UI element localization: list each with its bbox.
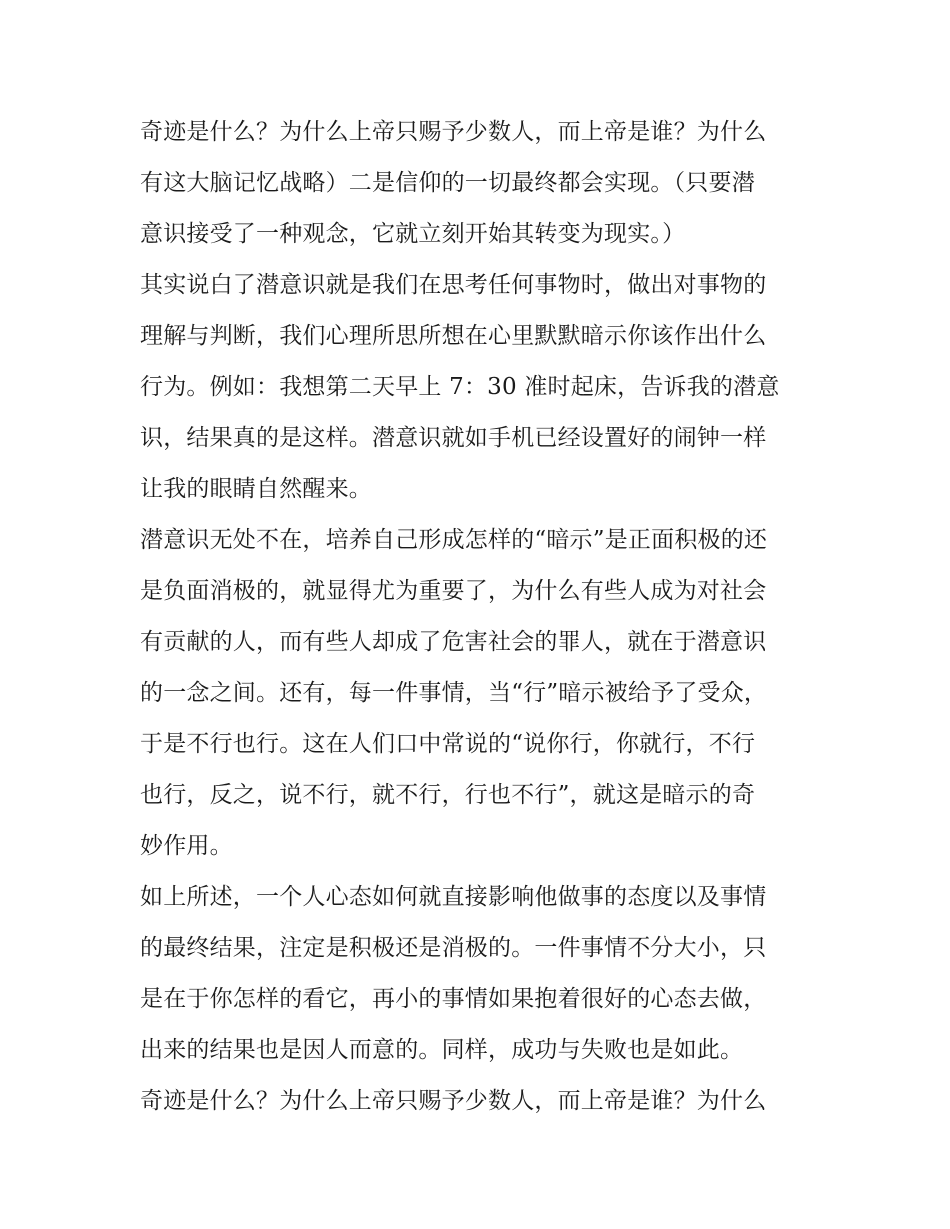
text-line: 理解与判断，我们心理所思所想在心里默默暗示你该作出什么 — [140, 323, 767, 349]
document-body — [140, 107, 812, 1127]
text-line: 妙作用。 — [140, 833, 233, 859]
text-line: 有这大脑记忆战略）二是信仰的一切最终都会实现。（只要潜 — [140, 170, 755, 196]
text-line: 意识接受了一种观念，它就立刻开始其转变为现实。） — [140, 221, 686, 247]
text-line: 潜意识无处不在，培养自己形成怎样的“暗示”是正面积极的还 — [140, 527, 768, 553]
text-line: 出来的结果也是因人而意的。同样，成功与失败也是如此。 — [140, 1037, 744, 1063]
text-line: 奇迹是什么？为什么上帝只赐予少数人，而上帝是谁？为什么 — [140, 119, 767, 145]
text-line: 也行，反之，说不行，就不行，行也不行”，就这是暗示的奇 — [140, 782, 756, 808]
text-line: 如上所述，一个人心态如何就直接影响他做事的态度以及事情 — [140, 884, 767, 910]
text-line: 是在于你怎样的看它，再小的事情如果抱着很好的心态去做， — [140, 986, 767, 1012]
text-line: 于是不行也行。这在人们口中常说的“说你行，你就行，不行 — [140, 731, 756, 757]
text-line: 其实说白了潜意识就是我们在思考任何事物时，做出对事物的 — [140, 272, 767, 298]
text-line: 识，结果真的是这样。潜意识就如手机已经设置好的闹钟一样 — [140, 425, 767, 451]
text-line: 的一念之间。还有，每一件事情，当“行”暗示被给予了受众， — [140, 680, 768, 706]
text-line: 行为。例如：我想第二天早上 7：30 准时起床，告诉我的潜意 — [140, 374, 780, 400]
text-line: 让我的眼睛自然醒来。 — [140, 476, 372, 502]
text-line: 有贡献的人，而有些人却成了危害社会的罪人，就在于潜意识 — [140, 629, 767, 655]
text-line: 是负面消极的，就显得尤为重要了，为什么有些人成为对社会 — [140, 578, 767, 604]
text-line: 奇迹是什么？为什么上帝只赐予少数人，而上帝是谁？为什么 — [140, 1088, 767, 1114]
text-line: 的最终结果，注定是积极还是消极的。一件事情不分大小，只 — [140, 935, 767, 961]
